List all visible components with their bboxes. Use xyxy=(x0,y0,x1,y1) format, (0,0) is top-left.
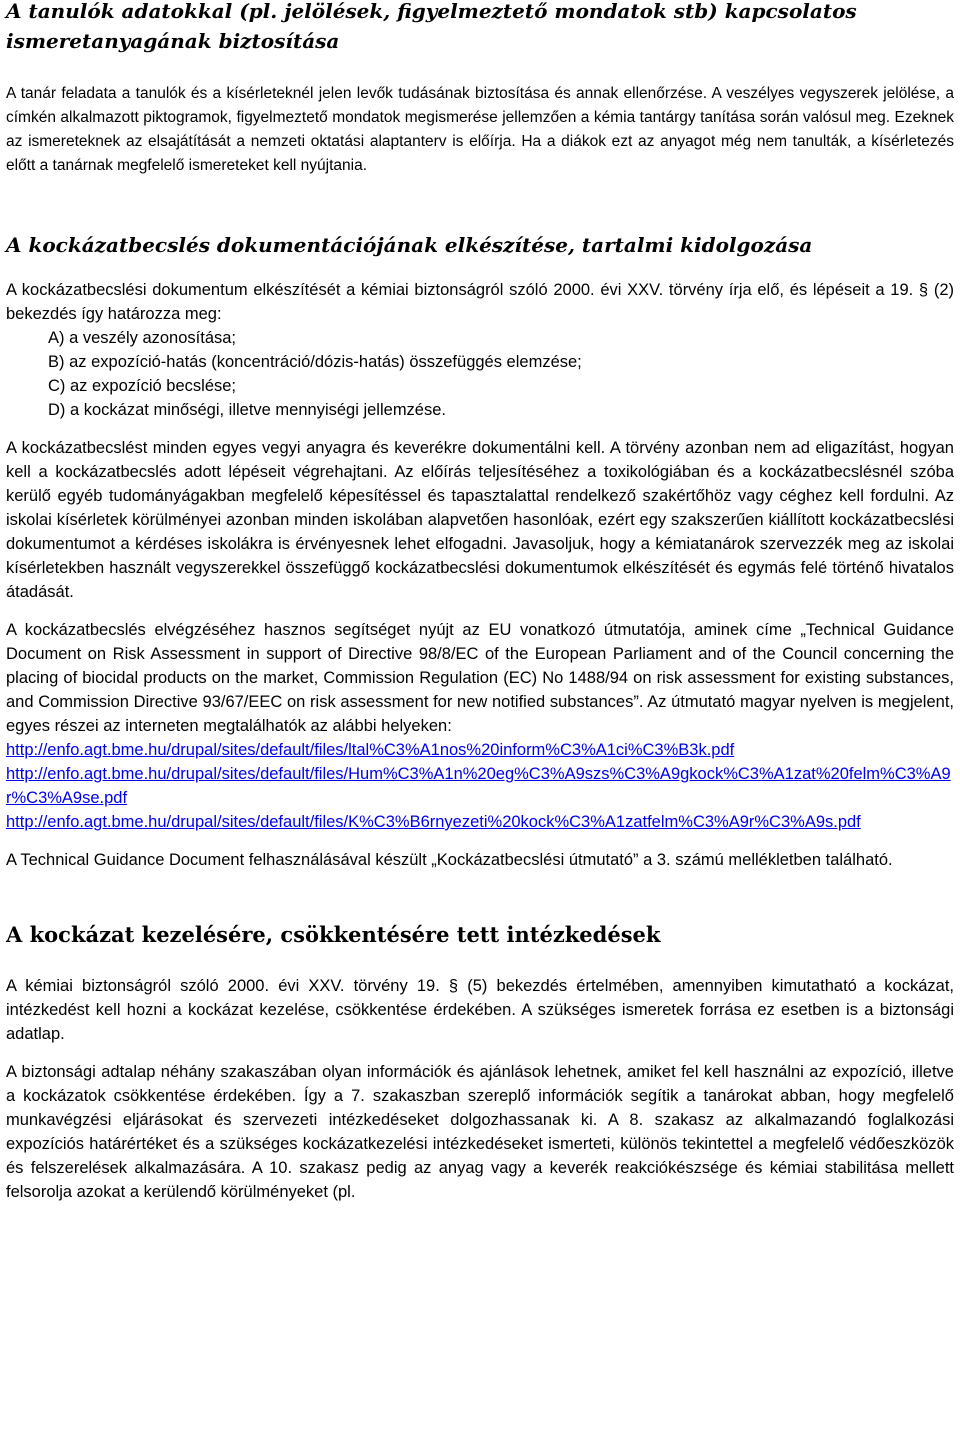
link-human-health-risk-pdf[interactable]: http://enfo.agt.bme.hu/drupal/sites/default/files/Hum%C3%A1n%20eg%C3%A9szs%C3%A9gkock%C3%A1zat%20felm%C3%A9r%C3%A9se.pdf xyxy=(6,765,951,807)
paragraph-risk-assessment-law: A kockázatbecslési dokumentum elkészítését a kémiai biztonságról szóló 2000. évi XXV. törvény írja elő, és lépéseit a 19. § (2) bekezdés így határozza meg: xyxy=(6,281,954,323)
risk-assessment-steps-list xyxy=(48,326,954,422)
list-item: B) az expozíció-hatás (koncentráció/dózis-hatás) összefüggés elemzése; xyxy=(48,353,582,371)
paragraph-safety-data-sheet: A biztonsági adtalap néhány szakaszában olyan információk és ajánlások lehetnek, amiket fel kell használni az expozíció, illetve a kockázatok csökkentése érdekében. Így a 7. szakaszban szereplő információk segítik a tanárokat abban, hogy megfelelő munkavégzési eljárásokat és szervezeti intézkedéseket dolgozhassanak ki. A 8. szakasz az alkalmazandó foglalkozási expozíciós határértéket és a szükséges kockázatkezelési intézkedéseket ismerteti, különös tekintettel a megfelelő védőeszközök és felszerelések alkalmazására. A 10. szakasz pedig az anyag vagy a keverék reakciókészsége és kémiai stabilitása mellett felsorolja azokat a kerülendő körülményeket (pl. xyxy=(6,1063,954,1201)
paragraph-teacher-duty: A tanár feladata a tanulók és a kísérleteknél jelen levők tudásának biztosítása és annak ellenőrzése. A veszélyes vegyszerek jelölése, a címkén alkalmazott piktogramok, figyelmeztető mondatok megismerése jellemzően a kémia tantárgy tanítása során valósul meg. Ezeknek az ismereteknek az elsajátítását a nemzeti oktatási alaptanterv is előírja. Ha a diákok ezt az anyagot még nem tanulták, a kísérletezés előtt a tanárnak megfelelő ismereteket kell nyújtania. xyxy=(6,85,954,174)
list-item: D) a kockázat minőségi, illetve mennyiségi jellemzése. xyxy=(48,401,446,419)
section-title-risk-assessment-documentation: A kockázatbecslés dokumentációjának elkészítése, tartalmi kidolgozása xyxy=(6,233,813,257)
paragraph-annex-reference: A Technical Guidance Document felhasználásával készült „Kockázatbecslési útmutató” a 3. számú mellékletben található. xyxy=(6,851,893,869)
paragraph-documentation-requirement: A kockázatbecslést minden egyes vegyi anyagra és keverékre dokumentálni kell. A törvény azonban nem ad eligazítást, hogyan kell a kockázatbecslés adott lépéseit végrehajtani. Az előírás teljesítéséhez a toxikológiában és a kockázatbecslésnél szóba kerülő egyéb tudományágakban megfelelő képesítéssel és tapasztalattal rendelkező szakértőhöz vagy céghez kell fordulni. Az iskolai kísérletek körülményei azonban minden iskolában alapvetően hasonlóak, ezért egy szakszerűen kiállított kockázatbecslési dokumentumot a kérdéses iskolákra is érvényesnek lehet elfogadni. Javasoljuk, hogy a kémiatanárok szervezzék meg az iskolai kísérletekben használt vegyszerekkel összefüggő kockázatbecslési dokumentumok elkészítését és egymás felé történő hivatalos átadását. xyxy=(6,439,954,601)
list-item: C) az expozíció becslése; xyxy=(48,377,237,395)
paragraph-risk-management-law: A kémiai biztonságról szóló 2000. évi XXV. törvény 19. § (5) bekezdés értelmében, amennyiben kimutatható a kockázat, intézkedést kell hozni a kockázat kezelése, csökkentése érdekében. A szükséges ismeretek forrása ez esetben is a biztonsági adatlap. xyxy=(6,977,954,1043)
section-title-student-knowledge: A tanulók adatokkal (pl. jelölések, figyelmeztető mondatok stb) kapcsolatos ismeretanyagának biztosítása xyxy=(6,0,857,53)
section-title-risk-management: A kockázat kezelésére, csökkentésére tett intézkedések xyxy=(6,922,661,947)
link-environmental-risk-pdf[interactable]: http://enfo.agt.bme.hu/drupal/sites/default/files/K%C3%B6rnyezeti%20kock%C3%A1zatfelm%C3%A9r%C3%A9s.pdf xyxy=(6,813,861,831)
link-general-information-pdf[interactable]: http://enfo.agt.bme.hu/drupal/sites/default/files/ltal%C3%A1nos%20inform%C3%A1ci%C3%B3k.pdf xyxy=(6,741,735,759)
document-page xyxy=(6,0,954,1204)
list-item: A) a veszély azonosítása; xyxy=(48,329,237,347)
paragraph-technical-guidance: A kockázatbecslés elvégzéséhez hasznos segítséget nyújt az EU vonatkozó útmutatója, aminek címe „Technical Guidance Document on Risk Assessment in support of Directive 98/8/EC of the European Parliament and of the Council concerning the placing of biocidal products on the market, Commission Regulation (EC) No 1488/94 on risk assessment for existing substances, and Commission Directive 93/67/EEC on risk assessment for new notified substances”. Az útmutató magyar nyelven is megjelent, egyes részei az interneten megtalálhatók az alábbi helyeken: xyxy=(6,621,954,735)
